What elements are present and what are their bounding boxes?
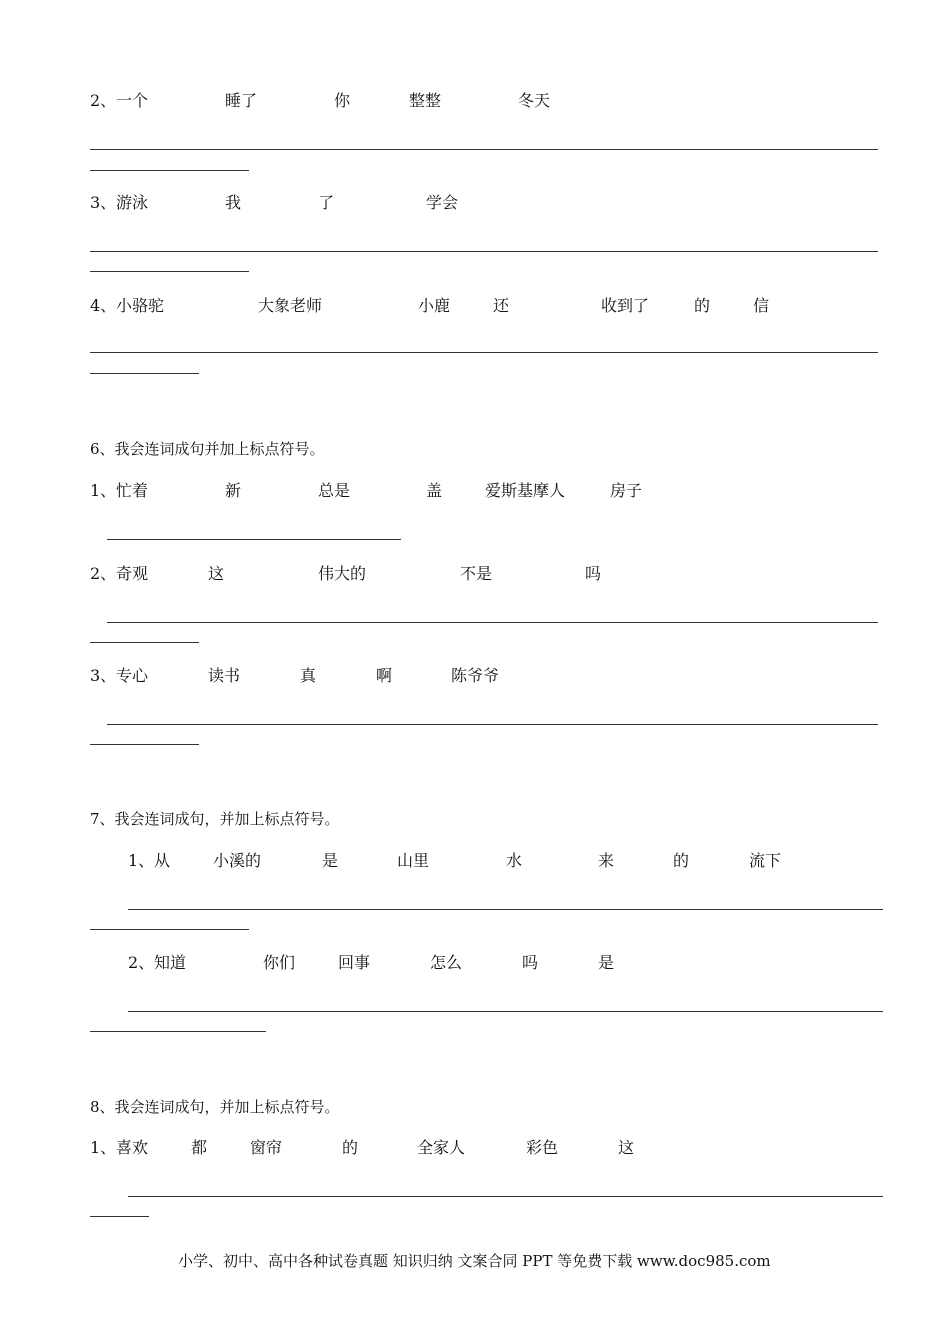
- word: 陈爷爷: [451, 666, 500, 685]
- word: 盖: [426, 481, 443, 500]
- item-number: 3、: [90, 193, 117, 212]
- word: 小溪的: [213, 851, 262, 870]
- item-number: 1、: [90, 481, 117, 500]
- word: 吗: [585, 564, 602, 583]
- word: 你们: [263, 953, 296, 972]
- word: 流下: [749, 851, 782, 870]
- word: 游泳: [116, 193, 149, 212]
- answer-line[interactable]: [107, 724, 878, 725]
- answer-line[interactable]: [128, 1196, 883, 1197]
- answer-line-continuation[interactable]: [90, 642, 199, 643]
- word: 房子: [610, 481, 643, 500]
- word: 都: [191, 1138, 208, 1157]
- word: 信: [753, 296, 770, 315]
- word: 新: [225, 481, 242, 500]
- word: 我: [225, 193, 242, 212]
- item-number: 4、: [90, 296, 117, 315]
- question-8-title: 8、我会连词成句，并加上标点符号。: [90, 1098, 340, 1116]
- word: 这: [208, 564, 225, 583]
- word: 啊: [376, 666, 393, 685]
- word: 奇观: [116, 564, 149, 583]
- answer-line[interactable]: [90, 251, 878, 252]
- answer-line[interactable]: [107, 622, 878, 623]
- word: 爱斯基摩人: [485, 481, 566, 500]
- answer-line-continuation[interactable]: [90, 1031, 266, 1032]
- page-footer: 小学、初中、高中各种试卷真题 知识归纳 文案合同 PPT 等免费下载 www.doc985.com: [178, 1252, 771, 1270]
- item-number: 2、: [90, 91, 117, 110]
- word: 忙着: [116, 481, 149, 500]
- word: 小骆驼: [116, 296, 165, 315]
- word: 窗帘: [250, 1138, 283, 1157]
- word: 怎么: [430, 953, 463, 972]
- word: 大象老师: [258, 296, 323, 315]
- word: 的: [673, 851, 690, 870]
- question-6-title: 6、我会连词成句并加上标点符号。: [90, 440, 325, 458]
- word: 是: [322, 851, 339, 870]
- word: 一个: [116, 91, 149, 110]
- word: 的: [342, 1138, 359, 1157]
- word: 你: [334, 91, 351, 110]
- word: 知道: [154, 953, 187, 972]
- answer-line-continuation[interactable]: [90, 170, 249, 171]
- item-number: 1、: [128, 851, 155, 870]
- answer-line[interactable]: [90, 352, 878, 353]
- question-7-title: 7、我会连词成句，并加上标点符号。: [90, 810, 340, 828]
- item-number: 2、: [128, 953, 155, 972]
- word: 伟大的: [318, 564, 367, 583]
- answer-line-continuation[interactable]: [90, 929, 249, 930]
- answer-line[interactable]: [107, 539, 401, 540]
- word: 还: [493, 296, 510, 315]
- word: 水: [506, 851, 523, 870]
- answer-line-continuation[interactable]: [90, 1216, 149, 1217]
- word: 小鹿: [418, 296, 451, 315]
- word: 吗: [522, 953, 539, 972]
- word: 了: [318, 193, 335, 212]
- answer-line[interactable]: [90, 149, 878, 150]
- word: 是: [598, 953, 615, 972]
- word: 的: [694, 296, 711, 315]
- word: 总是: [318, 481, 351, 500]
- word: 这: [618, 1138, 635, 1157]
- word: 全家人: [417, 1138, 466, 1157]
- item-number: 2、: [90, 564, 117, 583]
- word: 专心: [116, 666, 149, 685]
- word: 彩色: [526, 1138, 559, 1157]
- word: 学会: [426, 193, 459, 212]
- answer-line-continuation[interactable]: [90, 373, 199, 374]
- word: 整整: [409, 91, 442, 110]
- word: 山里: [397, 851, 430, 870]
- word: 回事: [338, 953, 371, 972]
- word: 喜欢: [116, 1138, 149, 1157]
- word: 来: [598, 851, 615, 870]
- answer-line[interactable]: [128, 909, 883, 910]
- word: 读书: [208, 666, 241, 685]
- word: 冬天: [518, 91, 551, 110]
- answer-line[interactable]: [128, 1011, 883, 1012]
- word: 收到了: [601, 296, 650, 315]
- word: 睡了: [225, 91, 258, 110]
- item-number: 1、: [90, 1138, 117, 1157]
- item-number: 3、: [90, 666, 117, 685]
- word: 真: [300, 666, 317, 685]
- word: 不是: [460, 564, 493, 583]
- answer-line-continuation[interactable]: [90, 271, 249, 272]
- word: 从: [154, 851, 171, 870]
- answer-line-continuation[interactable]: [90, 744, 199, 745]
